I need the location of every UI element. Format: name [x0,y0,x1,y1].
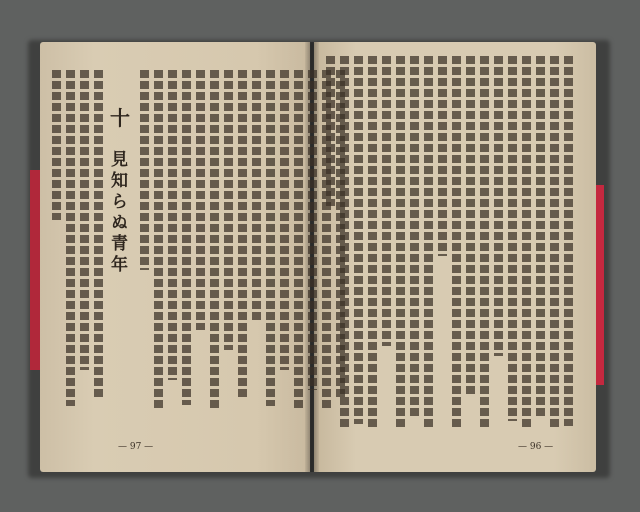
right-page-number: — 96 — [518,442,554,452]
right-page-text-block [326,56,573,436]
red-bookmark-right [596,185,604,385]
chapter-title: 見知らぬ青年 [107,150,127,276]
left-page-text-block-2 [52,70,103,410]
left-page-number: — 97 — [118,442,154,452]
chapter-number: 十 [110,106,130,130]
left-page-text-block [140,70,345,410]
red-bookmark-left [30,170,40,370]
